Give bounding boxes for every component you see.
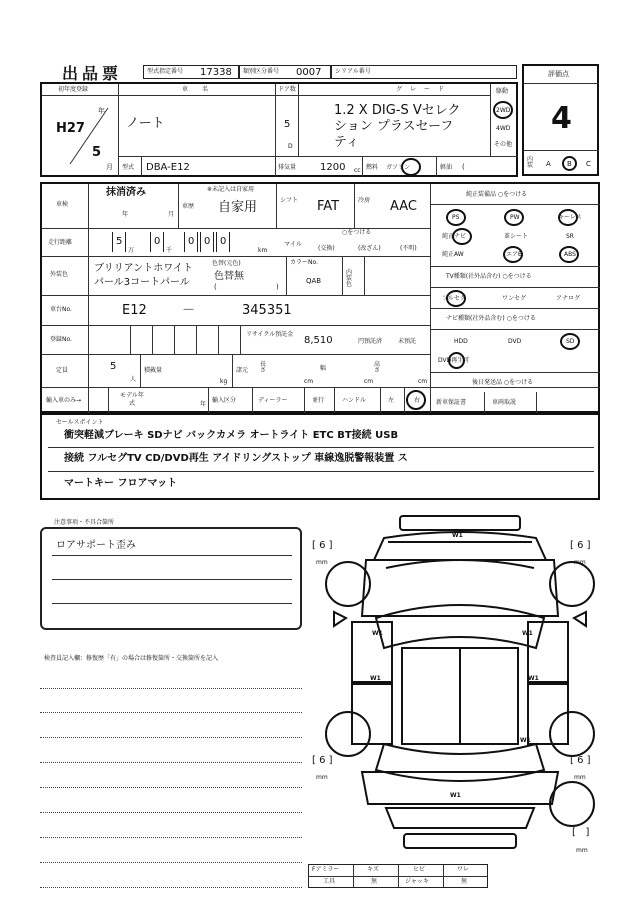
recycle-value: 8,510 — [304, 335, 333, 346]
load-label: 積載量 — [144, 367, 163, 374]
sales-point-section — [40, 413, 600, 500]
vehicle-basic-section — [40, 82, 518, 177]
doors-value: 5 — [284, 119, 291, 130]
legend-table — [308, 864, 488, 888]
odo-digit-1: 5 — [116, 236, 123, 247]
repaint-paren-open: ( — [214, 283, 217, 291]
inspector-note-label: 検査員記入欄：修復歴「有」の場合は修復箇所・交換箇所を記入 — [44, 655, 219, 662]
nav-title: ナビ種類(社外品含む) ○をつける — [446, 315, 536, 322]
grade-name-label: グレード — [396, 86, 453, 93]
spare-tire-value: [ ] — [572, 827, 590, 838]
displacement-label: 排気量 — [278, 164, 297, 171]
interior-grade-circle — [562, 156, 577, 171]
chassis-label: 車台No. — [50, 306, 72, 313]
mile-label: マイル — [284, 241, 302, 248]
panel-mark-4: W1 — [370, 675, 381, 682]
recycle-unit: 円預託済 — [358, 338, 383, 345]
handle-label: ハンドル — [342, 397, 367, 404]
shift-label: シフト — [280, 197, 299, 204]
inspection-value: 抹消済み — [106, 187, 146, 198]
history-label: 車歴 — [182, 203, 195, 210]
drive-2wd: 2WD — [496, 107, 511, 114]
tire-rear-left-value: [ 6 ] — [312, 755, 333, 766]
interior-grade-c: C — [586, 160, 591, 168]
tv-oneseg: ワンセグ — [502, 295, 527, 302]
nav-dvd-play: DVD再生可 — [438, 357, 470, 364]
tv-fullseg-circle — [446, 290, 466, 307]
sales-point-label: セールスポイント — [56, 419, 104, 426]
inspection-year-unit: 年 — [122, 211, 129, 218]
notes-line-1: ロアサポート歪み — [56, 540, 136, 551]
displacement-value: 1200 — [320, 162, 346, 173]
meter-exchanged: (交換) — [318, 245, 335, 252]
length-label: 長さ — [260, 361, 267, 374]
odo-digit-2: 0 — [154, 236, 161, 247]
equip-pw: PW — [510, 214, 520, 221]
handle-right: 右 — [414, 397, 421, 404]
equip-aw: 純正AW — [442, 251, 464, 258]
spare-tire-close: ] — [585, 827, 590, 838]
panel-mark-6: W1 — [520, 737, 531, 744]
fuel-value: ガソリン — [386, 164, 411, 171]
equip-leather: 革シート — [504, 233, 529, 240]
tire-front-left-unit: mm — [316, 559, 328, 566]
tv-fullseg: フルセグ — [442, 295, 466, 302]
model-year-unit: 年 — [200, 401, 207, 408]
equip-sr: SR — [566, 233, 574, 240]
odo-man: 万 — [128, 247, 135, 254]
panel-mark-7: W1 — [450, 792, 461, 799]
tire-front-right-value: [ 6 ] — [570, 540, 591, 551]
equipment-title: 純正装備品 ○をつける — [466, 191, 528, 198]
after-warranty: 新車保証書 — [436, 399, 467, 406]
import-label: 輸入車のみ→ — [46, 397, 82, 404]
model-value: DBA-E12 — [146, 162, 190, 173]
capacity-label: 定員 — [56, 367, 69, 374]
interior-grade-a: A — [546, 160, 551, 168]
drive-4wd: 4WD — [496, 125, 511, 132]
model-label: 型式 — [122, 164, 135, 171]
grade-name-line3: ティ — [334, 135, 359, 150]
serial-number-label: シリアル番号 — [335, 68, 371, 75]
first-registration-year: H27 — [56, 121, 85, 136]
exterior-color-label: 外装色 — [50, 271, 69, 278]
odo-km: km — [258, 247, 268, 254]
repaint-label: 色替(元色) — [212, 260, 241, 267]
history-value: 自家用 — [218, 200, 258, 215]
panel-mark-5: W1 — [528, 675, 539, 682]
drive-2wd-circle — [493, 101, 513, 119]
evaluation-box — [522, 64, 599, 176]
tire-rear-right-num: 6 — [577, 755, 584, 766]
interior-color-label: 内装色 — [346, 269, 353, 288]
length-unit: cm — [304, 378, 314, 385]
legend-value-1: 工具 — [323, 878, 336, 885]
car-name-value: ノート — [126, 116, 165, 131]
recycle-label: リサイクル預託金 — [246, 331, 294, 338]
equip-ps-circle — [446, 209, 466, 226]
evaluation-score: 4 — [551, 101, 572, 136]
tire-front-left-value: [ 6 ] — [312, 540, 333, 551]
shift-value: FAT — [317, 199, 340, 214]
equip-pw-circle — [504, 209, 524, 226]
odo-digit-5: 0 — [220, 236, 227, 247]
tv-title: TV種類(社外品含む) ○をつける — [446, 273, 532, 280]
history-note: ※未記入は自家用 — [207, 186, 255, 193]
sales-line-1: 衝突軽減ブレーキ SDナビ バックカメラ オートライト ETC BT接続 USB — [64, 430, 399, 441]
ac-label: 冷房 — [358, 197, 371, 204]
height-unit: cm — [418, 378, 428, 385]
vehicle-detail-section — [40, 182, 600, 413]
registration-slash — [68, 106, 110, 166]
grade-name-line1: 1.2 X DIG-S Vセレク — [334, 103, 461, 118]
repaint-paren-close: ) — [276, 283, 279, 291]
equip-airbag: エアB — [506, 251, 523, 258]
color-no-label: カラーNo. — [290, 259, 318, 266]
equip-abs-circle — [559, 246, 579, 263]
tire-rear-right-value: [ 6 ] — [570, 755, 591, 766]
model-year-label: モデル年式 — [120, 392, 144, 407]
color-no-value: QAB — [306, 277, 322, 285]
meter-circle-note: ○をつける — [342, 229, 372, 236]
inspection-month-unit: 月 — [168, 211, 175, 218]
spare-tire-unit: mm — [576, 847, 588, 854]
chassis-model: E12 — [122, 303, 147, 318]
type-number-field — [143, 65, 239, 79]
diesel-label: 軽油 — [440, 164, 453, 171]
first-registration-month: 5 — [92, 145, 102, 160]
interior-grade-label: 内装 — [527, 156, 534, 169]
width-unit: cm — [364, 378, 374, 385]
panel-mark-1: W1 — [452, 532, 463, 539]
handle-left: 左 — [388, 397, 395, 404]
drive-label: 駆動 — [496, 88, 509, 95]
tv-analog: アナログ — [556, 295, 581, 302]
equip-keyless: キーレス — [558, 214, 582, 221]
category-number-value: 0007 — [296, 67, 322, 78]
serial-number-field — [331, 65, 517, 79]
height-label: 高さ — [374, 361, 381, 374]
notes-label: 注意事項・不具合箇所 — [54, 519, 115, 526]
type-number-label: 型式指定番号 — [147, 68, 184, 75]
tire-rear-right-unit: mm — [574, 774, 586, 781]
tire-front-right-unit: mm — [574, 559, 586, 566]
handle-right-circle — [406, 390, 426, 410]
page-title: 出品票 — [62, 64, 123, 83]
recycle-none: 未預託 — [398, 338, 417, 345]
odo-digit-3: 0 — [188, 236, 195, 247]
tire-front-right-num: 6 — [577, 540, 584, 551]
tire-front-left-num: 6 — [319, 540, 326, 551]
first-registration-label: 初年度登録 — [58, 86, 89, 93]
load-unit: kg — [220, 378, 228, 385]
drive-other: その他 — [494, 141, 513, 148]
ac-value: AAC — [390, 199, 417, 214]
repaint-value: 色替無 — [214, 271, 244, 282]
fuel-label: 燃料 — [366, 164, 379, 171]
legend-value-2: 無 — [371, 878, 378, 885]
sales-line-3: マートキー フロアマット — [64, 478, 178, 489]
panel-mark-2: W1 — [372, 630, 383, 637]
meter-unknown: (不明) — [400, 245, 417, 252]
tire-rear-left-unit: mm — [316, 774, 328, 781]
equip-keyless-circle — [558, 209, 578, 226]
meter-altered: (改ざん) — [358, 245, 381, 252]
inspection-label: 車検 — [56, 201, 69, 208]
equip-airbag-circle — [503, 246, 523, 263]
nav-sd-circle — [560, 333, 580, 350]
odo-digit-4: 0 — [204, 236, 211, 247]
type-number-value: 17338 — [200, 67, 232, 78]
nav-sd: SD — [566, 338, 575, 345]
month-unit: 月 — [106, 163, 113, 171]
evaluation-label: 評価点 — [548, 70, 569, 78]
width-label: 幅 — [320, 365, 327, 372]
legend-header-3: ヒビ — [413, 866, 426, 873]
legend-value-3: ジャッキ — [405, 878, 429, 885]
doors-unit: D — [288, 143, 293, 150]
parallel-option: 並行 — [312, 397, 325, 404]
capacity-value: 5 — [110, 361, 117, 372]
doors-label: ドア数 — [278, 86, 296, 93]
category-number-field — [239, 65, 331, 79]
category-number-label: 類別区分番号 — [243, 68, 280, 75]
legend-header-2: キズ — [367, 866, 379, 873]
car-name-label: 車名 — [182, 86, 223, 93]
dims-label: 諸元 — [236, 367, 249, 374]
legend-value-4: 無 — [461, 878, 468, 885]
equip-abs: ABS — [564, 251, 576, 258]
sales-line-2: 接続 フルセグTV CD/DVD再生 アイドリングストップ 車線逸脱警報装置 ス — [64, 453, 408, 464]
equip-navi: 純正ナビ — [442, 233, 467, 240]
legend-header-1: Fアミラー — [312, 866, 340, 873]
chassis-dash: － — [182, 303, 196, 318]
legend-header-4: ワレ — [457, 866, 470, 873]
diesel-paren: ( — [462, 163, 465, 171]
odometer-label: 走行距離 — [48, 239, 73, 246]
panel-mark-3: W1 — [522, 630, 533, 637]
registration-label: 登録No. — [50, 336, 72, 343]
exterior-color-line1: ブリリアントホワイト — [94, 263, 193, 274]
odo-sen: 千 — [166, 247, 173, 254]
car-damage-diagram — [306, 508, 600, 860]
displacement-unit: cc — [354, 167, 361, 174]
grade-name-line2: ション プラスセーフ — [334, 119, 454, 134]
interior-grade-b: B — [567, 160, 572, 168]
chassis-number: 345351 — [242, 303, 292, 318]
tire-rear-left-num: 6 — [319, 755, 326, 766]
exterior-color-line2: パール3コートパール — [94, 277, 190, 288]
capacity-unit: 人 — [130, 376, 137, 383]
dealer-option: ディーラー — [258, 397, 288, 404]
fuel-gasoline-circle — [401, 158, 421, 176]
after-title: 後日発送品 ○をつける — [472, 379, 534, 386]
year-unit: 年 — [98, 107, 105, 115]
equip-ps: PS — [452, 214, 460, 221]
nav-dvd: DVD — [508, 338, 522, 345]
import-class-label: 輸入区分 — [212, 397, 237, 404]
nav-dvd-play-circle — [448, 352, 465, 369]
notes-box — [40, 527, 302, 630]
nav-hdd: HDD — [454, 338, 468, 345]
equip-navi-circle — [452, 228, 472, 245]
after-manual: 車両取説 — [492, 399, 517, 406]
